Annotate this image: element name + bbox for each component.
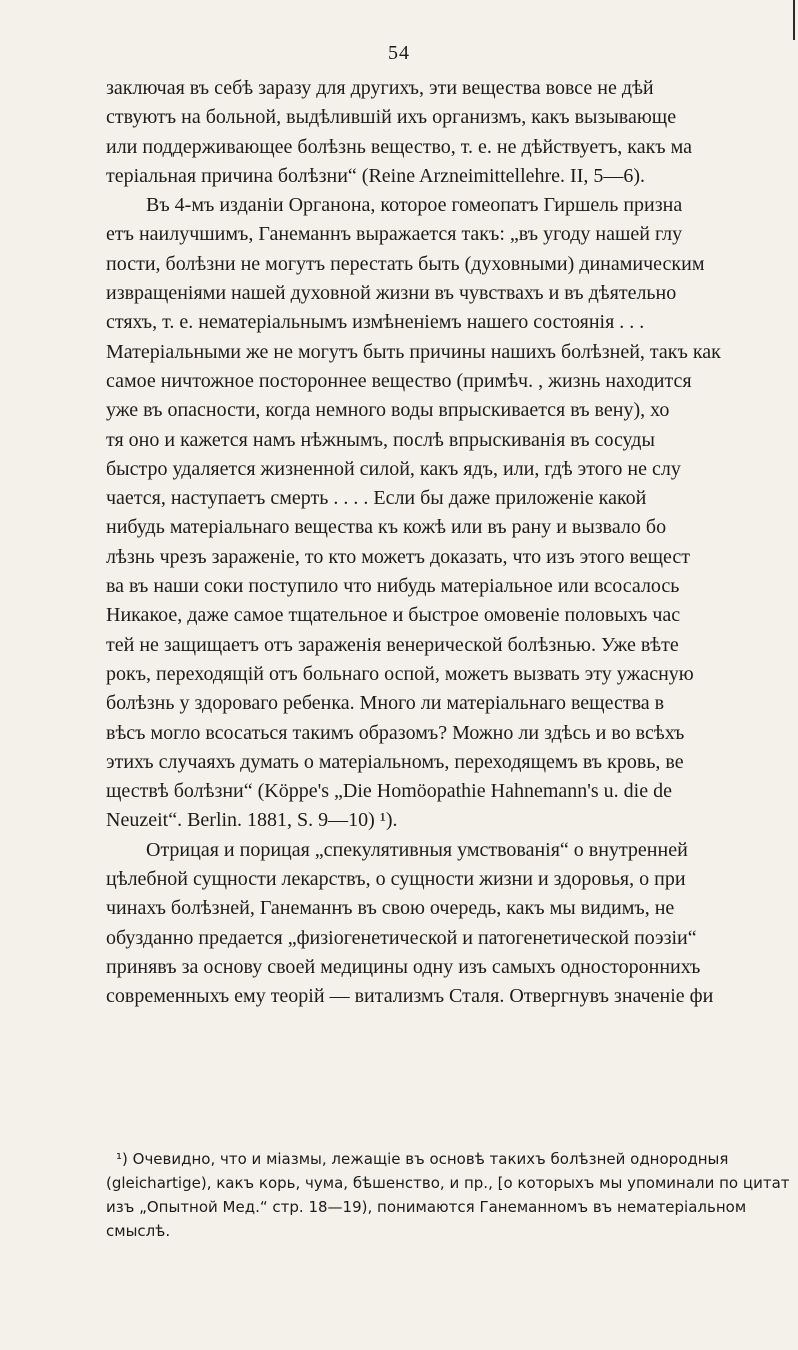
text-line: обузданно предается „физіогенетической и патогенетической поэзіи“	[106, 926, 697, 949]
text-line: етъ наилучшимъ, Ганеманнъ выражается такъ: „въ угоду нашей глу	[106, 223, 683, 246]
text-line: Матеріальными же не могутъ быть причины нашихъ болѣзней, такъ как	[106, 340, 721, 363]
footnote	[106, 1147, 798, 1243]
footnote-line: смыслѣ.	[106, 1222, 171, 1240]
text-line: Никакое, даже самое тщательное и быстрое омовеніе половыхъ час	[106, 604, 681, 627]
text-line: заключая въ себѣ заразу для другихъ, эти вещества вовсе не дѣй	[106, 77, 654, 99]
text-line: стяхъ, т. е. нематеріальнымъ измѣненіемъ нашего состоянія . . .	[106, 311, 645, 334]
text-line: тей не защищаетъ отъ зараженія венерической болѣзнью. Уже вѣте	[106, 633, 679, 656]
text-line: чинахъ болѣзней, Ганеманнъ въ свою очередь, какъ мы видимъ, не	[106, 897, 675, 920]
footnote-line: (gleichartige), какъ корь, чума, бѣшенство, и пр., [о которыхъ мы упоминали по цитат	[106, 1174, 790, 1192]
paragraph-start-line: Отрицая и порицая „спекулятивныя умствованія“ о внутренней	[146, 838, 688, 861]
footnote-divider	[106, 1141, 286, 1142]
text-line: извращеніями нашей духовной жизни въ чувствахъ и въ дѣятельно	[106, 282, 677, 305]
text-line: тя оно и кажется намъ нѣжнымъ, послѣ впрыскиванія въ сосуды	[106, 428, 655, 451]
text-line: болѣзнь у здороваго ребенка. Много ли матеріальнаго вещества в	[106, 692, 665, 715]
text-line: пости, болѣзни не могутъ перестать быть (духовными) динамическим	[106, 252, 705, 275]
text-line: нибудь матеріальнаго вещества къ кожѣ или въ рану и вызвало бо	[106, 516, 667, 539]
main-text	[106, 74, 798, 1012]
text-line: ва въ наши соки поступило что нибудь матеріальное или всосалось	[106, 575, 680, 598]
page-number: 54	[388, 42, 410, 64]
text-line: Neuzeit“. Berlin. 1881, S. 9—10) ¹).	[106, 809, 398, 832]
text-line: ществѣ болѣзни“ (Köppe's „Die Homöopathie Hahnemann's u. die de	[106, 780, 672, 803]
text-line: чается, наступаетъ смерть . . . . Если бы даже приложеніе какой	[106, 487, 647, 510]
text-line: быстро удаляется жизненной силой, какъ ядъ, или, гдѣ этого не слу	[106, 457, 681, 480]
text-line: принявъ за основу своей медицины одну изъ самыхъ одностороннихъ	[106, 955, 701, 978]
footnote-line: изъ „Опытной Мед.“ стр. 18—19), понимаются Ганеманномъ въ нематеріальном	[106, 1198, 747, 1216]
text-line: ствуютъ на больной, выдѣлившій ихъ организмъ, какъ вызывающе	[106, 106, 677, 129]
text-line: самое ничтожное постороннее вещество (примѣч. , жизнь находится	[106, 369, 692, 392]
text-line: лѣзнь чрезъ зараженіе, то кто можетъ доказать, что изъ этого вещест	[106, 545, 691, 568]
footnote-line: ¹) Очевидно, что и міазмы, лежащіе въ основѣ такихъ болѣзней однородныя	[116, 1150, 729, 1168]
text-line: цѣлебной сущности лекарствъ, о сущности жизни и здоровья, о при	[106, 868, 686, 891]
text-line: рокъ, переходящій отъ больнаго оспой, можетъ вызвать эту ужасную	[106, 662, 694, 685]
text-line: уже въ опасности, когда немного воды впрыскивается въ вену), хо	[106, 399, 670, 422]
text-line: вѣсъ могло всосаться такимъ образомъ? Можно ли здѣсь и во всѣхъ	[106, 721, 685, 744]
text-line: или поддерживающее болѣзнь вещество, т. е. не дѣйствуетъ, какъ ма	[106, 135, 693, 158]
text-line: современныхъ ему теорій — витализмъ Сталя. Отвергнувъ значеніе фи	[106, 985, 714, 1008]
text-line: теріальная причина болѣзни“ (Reine Arzneimittellehre. II, 5—6).	[106, 164, 646, 187]
page-edge-line	[793, 0, 795, 40]
paragraph-start-line: Въ 4-мъ изданіи Органона, которое гомеопатъ Гиршель призна	[146, 194, 683, 217]
text-line: этихъ случаяхъ думать о матеріальномъ, переходящемъ въ кровь, ве	[106, 750, 684, 773]
